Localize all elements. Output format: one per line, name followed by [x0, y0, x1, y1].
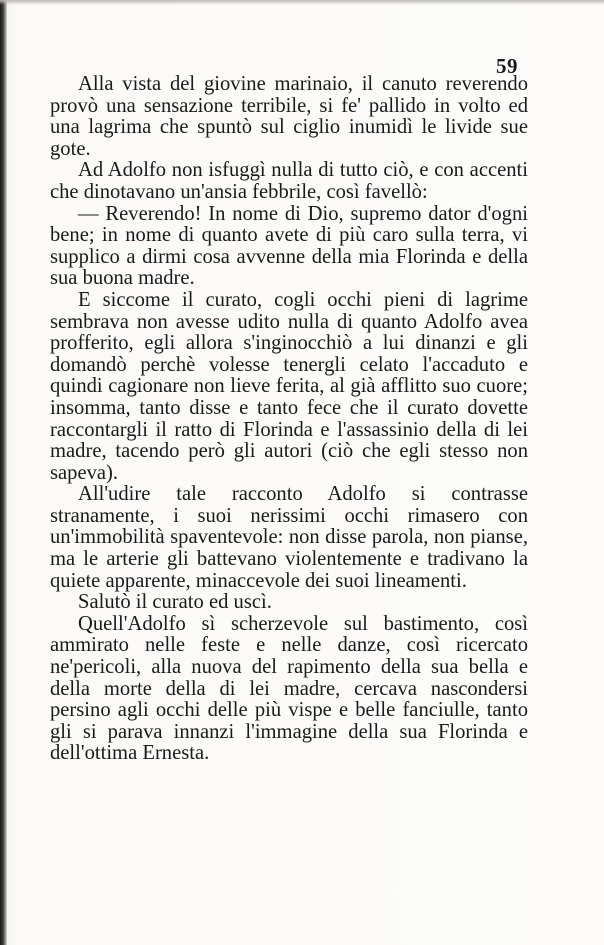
page-binding-edge	[0, 0, 7, 945]
paragraph: — Reverendo! In nome di Dio, supremo dator d'ogni bene; in nome di quanto avete di più caro sulla terra, vi supplico a dirmi cosa avvenne della mia Florinda e della sua buona madre.	[50, 202, 528, 290]
paragraph: Alla vista del giovine marinaio, il canuto reverendo provò una sensazione terribile, si fe' pallido in volto ed una lagrima che spuntò sul ciglio inumidì le livide sue gote.	[50, 73, 528, 160]
paragraph: All'udire tale racconto Adolfo si contrasse stranamente, i suoi nerissimi occhi rimasero con un'immobilità spaventevole: non disse parola, non pianse, ma le arterie gli battevano violentemente e tradivano la quiete apparente, minaccevole dei suoi lineamenti.	[50, 483, 528, 592]
paragraph: E siccome il curato, cogli occhi pieni di lagrime sembrava non avesse udito nulla di quanto Adolfo avea profferito, egli allora s'inginocchiò a lui dinanzi e gli domandò perchè volesse tenergli celato l'accaduto e quindi cagionare non lieve ferita, al già afflitto suo cuore; insomma, tanto disse e tanto fece che il curato dovette raccontargli il ratto di Florinda e l'assassinio della di lei madre, tacendo però gli autori (ciò che egli stesso non sapeva).	[50, 288, 528, 484]
paragraph: Quell'Adolfo sì scherzevole sul bastimento, così ammirato nelle feste e nelle danze, così ricercato ne'pericoli, alla nuova del rapimento della sua bella e della morte della di lei madre, cercava nascondersi persino agli occhi delle più vispe e belle fanciulle, tanto gli si parava innanzi l'immagine della sua Florinda e dell'ottima Ernesta.	[50, 612, 528, 765]
page-number: 59	[496, 54, 518, 78]
paragraph: Salutò il curato ed uscì.	[78, 591, 272, 614]
paragraph: Ad Adolfo non isfuggì nulla di tutto ciò, e con accenti che dinotavano un'ansia febbrile, così favellò:	[50, 159, 528, 203]
body-text	[50, 74, 528, 765]
page-top-edge	[0, 0, 604, 5]
